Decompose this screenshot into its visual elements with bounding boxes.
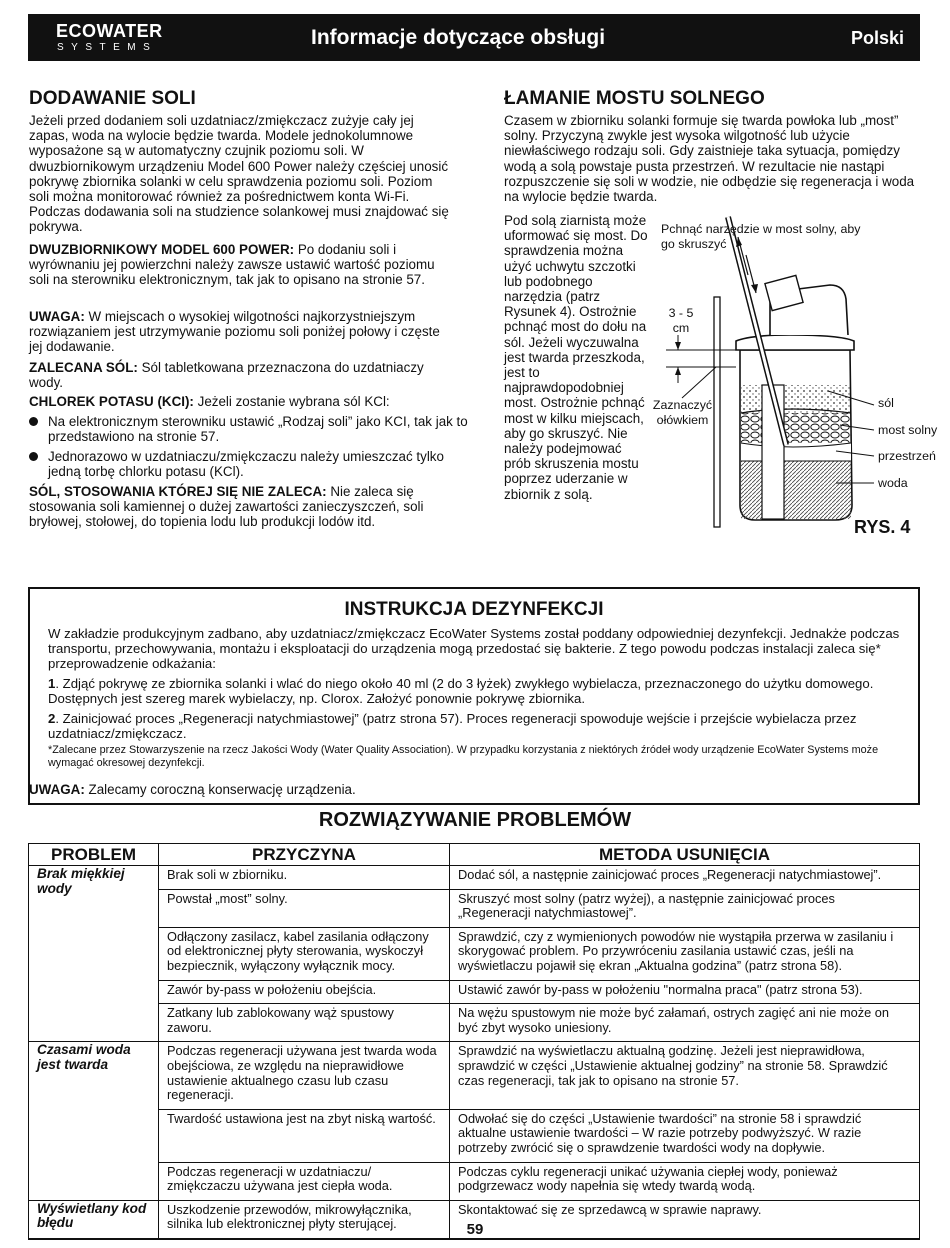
disinfection-title: INSTRUKCJA DEZYNFEKCJI bbox=[344, 599, 604, 620]
table-row bbox=[29, 927, 920, 980]
salt-kcl-label: CHLOREK POTASU (KCI): bbox=[29, 394, 194, 409]
figure-label-salt: sól bbox=[878, 396, 894, 410]
problem-cell: Czasami woda jest twarda bbox=[29, 1042, 159, 1200]
salt-tank-illustration bbox=[640, 215, 940, 545]
cause-cell: Odłączony zasilacz, kabel zasilania odłączony od elektronicznej płyty sterowania, wyskoczył bezpiecznik, wyłączony wyłącznik mocy. bbox=[159, 927, 450, 980]
figure-label-space: przestrzeń bbox=[878, 449, 936, 463]
brand-logo: ECOWATER bbox=[56, 21, 163, 41]
table-row bbox=[29, 889, 920, 927]
cause-cell: Podczas regeneracji w uzdatniaczu/ zmiękczaczu używana jest ciepła woda. bbox=[159, 1162, 450, 1200]
salt-paragraph: Jeżeli przed dodaniem soli uzdatniacz/zmiękczacz zużyje cały jej zapas, woda na wylocie będzie twarda. Modele jednokolumnowe wyposażone są w automatyczny czujnik poziomu soli. W dwuzbiornikowym urządzeniu Model 600 Power należy częściej unosić pokrywę zbiornika solanki w celu sprawdzenia poziomu soli. Poziom soli można monitorować również za pośrednictwem konta Wi-Fi. Podczas dodawania soli na studzience solankowej musi znajdować się pokrywa. bbox=[29, 113, 449, 235]
problem-cell: Brak miękkiej wody bbox=[29, 866, 159, 1042]
bridge-instructions: Pod solą ziarnistą może uformować się most. Do sprawdzenia można użyć uchwytu szczotki lub podobnego narzędzia (patrz Rysunek 4). Ostrożnie pchnąć most do dołu na sól. Jeżeli wyczuwalna jest twarda przeszkoda, jest to najprawdopodobniej most. Ostrożnie pchnąć most w kilku miejscach, aby go skruszyć. Nie należy podejmować prób skruszenia mostu poprzez uderzanie w zbiornik z solą. bbox=[504, 213, 648, 502]
figure-label-mark: Zaznaczyć ołówkiem bbox=[652, 398, 713, 427]
table-row bbox=[29, 980, 920, 1004]
fix-cell: Sprawdzić na wyświetlaczu aktualną godzinę. Jeżeli jest nieprawidłowa, sprawdzić w części „Ustawienie aktualnej godziny” na stronie 58. Sprawdzić czas regeneracji, tak jak to opisano na stronie 57. bbox=[450, 1042, 920, 1109]
salt-section-title: DODAWANIE SOLI bbox=[29, 88, 196, 109]
cause-cell: Brak soli w zbiorniku. bbox=[159, 866, 450, 890]
maintenance-label: UWAGA: bbox=[29, 782, 85, 797]
fix-cell: Dodać sól, a następnie zainicjować proces „Regeneracji natychmiastowej”. bbox=[450, 866, 920, 890]
list-item: Na elektronicznym sterowniku ustawić „Rodzaj soli” jako KCI, tak jak to przedstawiono na stronie 57. bbox=[29, 414, 469, 446]
figure-label-push: Pchnąć narzędzie w most solny, aby go skruszyć bbox=[661, 222, 861, 251]
cause-cell: Zawór by-pass w położeniu obejścia. bbox=[159, 980, 450, 1004]
page-title: Informacje dotyczące obsługi bbox=[311, 26, 606, 49]
figure-label-bridge: most solny bbox=[878, 423, 938, 437]
cause-cell: Uszkodzenie przewodów, mikrowyłącznika, silnika lub elektronicznej płyty sterującej. bbox=[159, 1200, 450, 1239]
fix-cell: Ustawić zawór by-pass w położeniu "normalna praca" (patrz strona 53). bbox=[450, 980, 920, 1004]
page-header bbox=[28, 14, 920, 61]
salt-note-label: UWAGA: bbox=[29, 309, 85, 324]
troubleshooting-title: ROZWIĄZYWANIE PROBLEMÓW bbox=[318, 809, 632, 831]
figure-label-depth: 3 - 5 cm bbox=[668, 306, 694, 335]
cause-cell: Podczas regeneracji używana jest twarda woda obejściowa, ze względu na nieprawidłowe ustawienie aktualnego czasu lub czasu regeneracji. bbox=[159, 1042, 450, 1109]
salt-not-recommended-paragraph: SÓL, STOSOWANIA KTÓREJ SIĘ NIE ZALECA: Nie zaleca się stosowania soli kamiennej o dużej zawartości zanieczyszczeń, soli bryłowej, stołowej, do topienia lodu lub produkcji lodów itd. bbox=[29, 484, 424, 530]
fix-cell: Podczas cyklu regeneracji unikać używania ciepłej wody, ponieważ podgrzewacz wody napełnia się wtedy twardą wodą. bbox=[450, 1162, 920, 1200]
table-row bbox=[29, 1004, 920, 1042]
cause-cell: Twardość ustawiona jest na zbyt niską wartość. bbox=[159, 1109, 450, 1162]
bridge-section-title: ŁAMANIE MOSTU SOLNEGO bbox=[504, 88, 765, 109]
fix-cell: Na wężu spustowym nie może być załamań, ostrych zagięć ani nie może on być zbyt wysoko uniesiony. bbox=[450, 1004, 920, 1042]
table-row bbox=[29, 1162, 920, 1200]
figure-caption: RYS. 4 bbox=[854, 517, 911, 537]
salt-recommended-label: ZALECANA SÓL: bbox=[29, 360, 138, 375]
problem-cell: Wyświetlany kod błędu bbox=[29, 1200, 159, 1239]
fix-cell: Skontaktować się ze sprzedawcą w sprawie naprawy. bbox=[450, 1200, 920, 1239]
column-header-fix: METODA USUNIĘCIA bbox=[450, 844, 920, 866]
fix-cell: Sprawdzić, czy z wymienionych powodów nie wystąpiła przerwa w zasilaniu i skorygować problem. Po przywróceniu zasilania ustawić czas, jeśli na wyświetlaczu pojawił się ekran „Aktualna godzina” (patrz strona 58). bbox=[450, 927, 920, 980]
table-row bbox=[29, 1042, 920, 1109]
cause-cell: Zatkany lub zablokowany wąż spustowy zaworu. bbox=[159, 1004, 450, 1042]
disinfection-footnote: *Zalecane przez Stowarzyszenie na rzecz Jakości Wody (Water Quality Association). W przypadku korzystania z niektórych źródeł wody urządzenie EcoWater Systems może wymagać okresowej dezynfekcji. bbox=[48, 744, 879, 769]
figure-label-water: woda bbox=[878, 476, 908, 490]
list-item: Jednorazowo w uzdatniaczu/zmiękczaczu należy umieszczać tylko jedną torbę chlorku potasu (KCl). bbox=[29, 449, 469, 481]
salt-dual-tank-paragraph: DWUZBIORNIKOWY MODEL 600 POWER: Po dodaniu soli i wyrównaniu jej powierzchni należy zawsze ustawić wartość poziomu soli na sterowniku elektronicznym, tak jak to opisano na stronie 57. bbox=[29, 242, 435, 288]
troubleshooting-table bbox=[28, 843, 920, 1240]
table-row bbox=[29, 866, 920, 890]
bullet-icon bbox=[29, 452, 38, 461]
salt-note-paragraph: UWAGA: W miejscach o wysokiej wilgotności najkorzystniejszym rozwiązaniem jest utrzymywanie poziomu soli poniżej połowy i częste jej dodawanie. bbox=[29, 309, 440, 355]
page-number: 59 bbox=[466, 1221, 484, 1238]
salt-kcl-paragraph: CHLOREK POTASU (KCI): Jeżeli zostanie wybrana sól KCl: bbox=[29, 394, 390, 409]
salt-not-recommended-label: SÓL, STOSOWANIA KTÓREJ SIĘ NIE ZALECA: bbox=[29, 484, 327, 499]
cause-cell: Powstał „most” solny. bbox=[159, 889, 450, 927]
figure-4 bbox=[640, 215, 940, 545]
table-header-row bbox=[29, 844, 920, 866]
brand-logo-sub: SYSTEMS bbox=[57, 42, 158, 53]
disinfection-box bbox=[28, 587, 920, 805]
bridge-paragraph: Czasem w zbiorniku solanki formuje się twarda powłoka lub „most” solny. Przyczyną zwykle jest wysoka wilgotność lub użycie niewłaściwego rodzaju soli. Gdy zaistnieje taka sytuacja, pomiędzy wodą a solą powstaje pusta przestrzeń. W rezultacie nie nastąpi rozpuszczenie się soli w wodzie, nie odbędzie się regeneracja i woda na wylocie będzie twarda. bbox=[504, 113, 915, 205]
salt-recommended-paragraph: ZALECANA SÓL: Sól tabletkowana przeznaczona do uzdatniaczy wody. bbox=[29, 360, 424, 391]
disinfection-step-2: 2. Zainicjować proces „Regeneracji natychmiastowej” (patrz strona 57). Proces regeneracji spowoduje wejście i przejście wybielacza przez uzdatniacz/zmiękczacz. bbox=[48, 711, 857, 741]
disinfection-intro: W zakładzie produkcyjnym zadbano, aby uzdatniacz/zmiękczacz EcoWater Systems został poddany odpowiedniej dezynfekcji. Jednakże podczas transportu, przechowywania, montażu i eksploatacji do urządzenia mogą przedostać się bakterie. Z tego powodu podczas instalacji zaleca się* przeprowadzenie odkażania: bbox=[48, 626, 900, 671]
fix-cell: Skruszyć most solny (patrz wyżej), a następnie zainicjować proces „Regeneracji natychmiastowej”. bbox=[450, 889, 920, 927]
salt-dual-tank-label: DWUZBIORNIKOWY MODEL 600 POWER: bbox=[29, 242, 295, 257]
fix-cell: Odwołać się do części „Ustawienie twardości” na stronie 58 i sprawdzić aktualne ustawienie twardości – W razie potrzeby podwyższyć. W razie potrzeby zwrócić się o sprawdzenie twardości wody na dopływie. bbox=[450, 1109, 920, 1162]
maintenance-note: UWAGA: Zalecamy coroczną konserwację urządzenia. bbox=[29, 782, 356, 797]
column-header-problem: PROBLEM bbox=[29, 844, 159, 866]
language-label: Polski bbox=[850, 28, 904, 48]
disinfection-step-1: 1. Zdjąć pokrywę ze zbiornika solanki i wlać do niego około 40 ml (2 do 3 łyżek) zwykłego wybielacza, przeznaczonego do użytku domowego. Dostępnych jest szereg marek wybielaczy, np. Clorox. Założyć ponownie pokrywę zbiornika. bbox=[48, 676, 874, 706]
bullet-icon bbox=[29, 417, 38, 426]
table-row bbox=[29, 1109, 920, 1162]
column-header-cause: PRZYCZYNA bbox=[159, 844, 450, 866]
